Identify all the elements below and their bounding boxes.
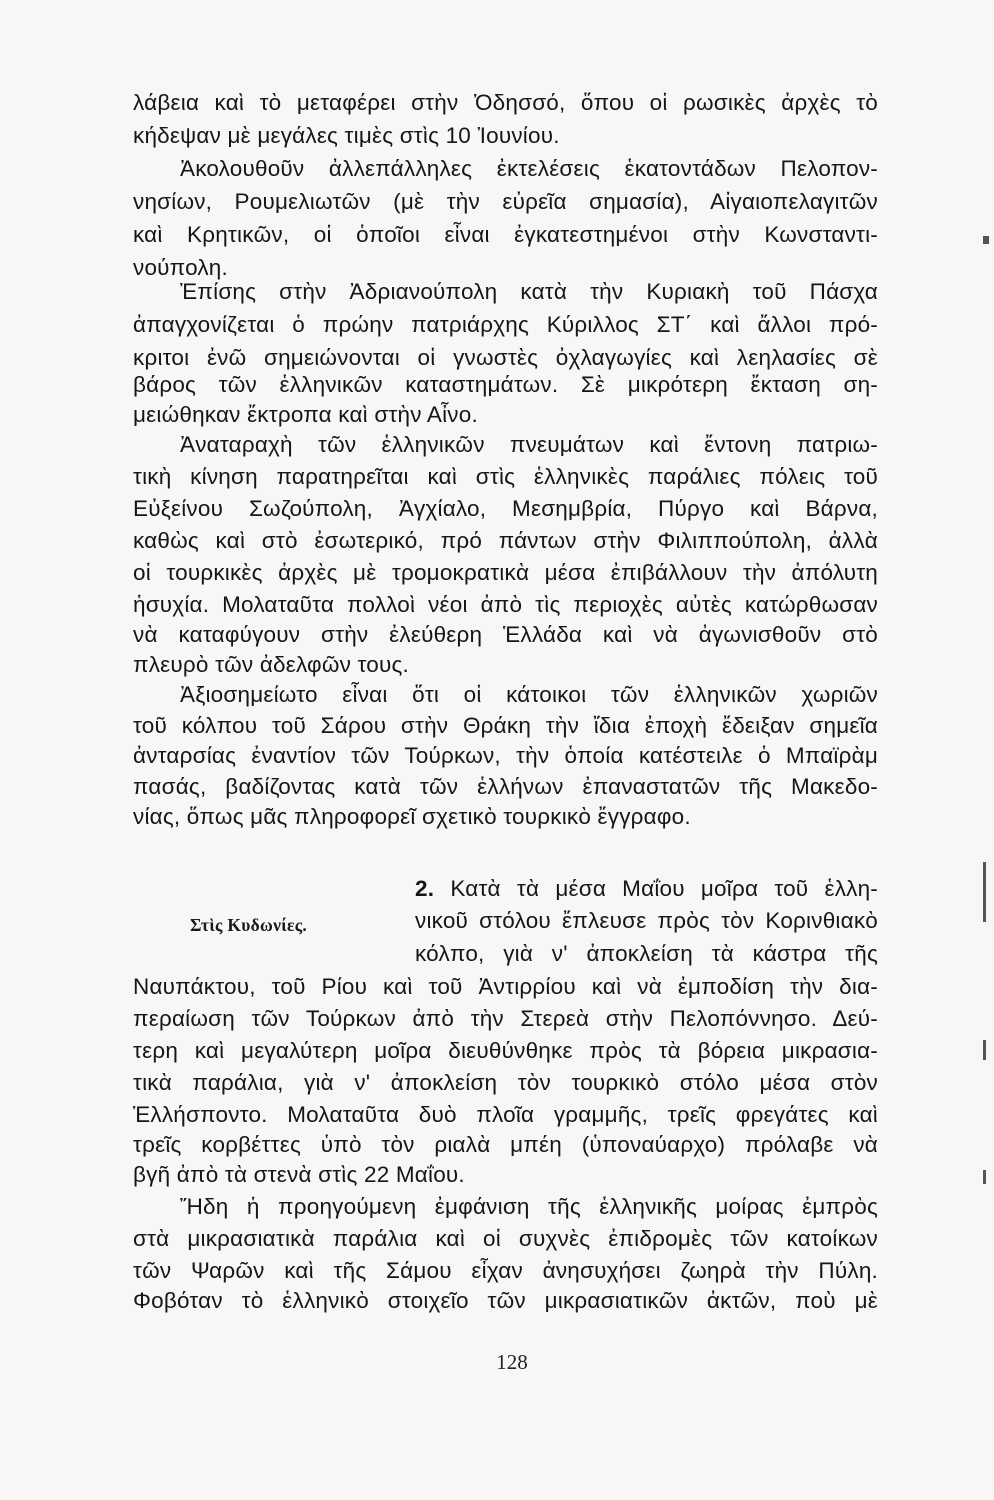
text-line: πλευρὸ τῶν ἀδελφῶν τους.	[133, 652, 409, 677]
text-line: κόλπο, γιὰ ν' ἀποκλείση τὰ κάστρα τῆς	[415, 941, 878, 966]
text-line: τρεῖς κορβέττες ὑπὸ τὸν ριαλὰ μπέη (ὑποναύαρχο) πρόλαβε νὰ	[133, 1132, 878, 1157]
text-line: νίας, ὅπως μᾶς πληροφορεῖ σχετικὸ τουρκικὸ ἔγγραφο.	[133, 804, 691, 829]
text-line: τικὰ παράλια, γιὰ ν' ἀποκλείση τὸν τουρκικὸ στόλο μέσα στὸν	[133, 1070, 878, 1095]
text-line: κριτοι ἐνῶ σημειώνονται οἱ γνωστὲς ὀχλαγωγίες καὶ λεηλασίες σὲ	[133, 345, 878, 370]
text-line: τῶν Ψαρῶν καὶ τῆς Σάμου εἶχαν ἀνησυχήσει ζωηρὰ τὴν Πύλη.	[133, 1258, 878, 1283]
text-line: Ἀναταραχὴ τῶν ἑλληνικῶν πνευμάτων καὶ ἔντονη πατριω-	[180, 432, 878, 457]
text-line: στὰ μικρασιατικὰ παράλια καὶ οἱ συχνὲς ἐπιδρομὲς τῶν κατοίκων	[133, 1226, 878, 1251]
text-line: καὶ Κρητικῶν, οἱ ὁποῖοι εἶναι ἐγκατεστημένοι στὴν Κωνσταντι-	[133, 222, 878, 247]
text-line: βγῆ ἀπὸ τὰ στενὰ στὶς 22 Μαΐου.	[133, 1162, 465, 1187]
text-line: μειώθηκαν ἔκτροπα καὶ στὴν Αἶνο.	[133, 402, 478, 427]
scan-edge-mark	[983, 1040, 986, 1060]
text-line: τοῦ κόλπου τοῦ Σάρου στὴν Θράκη τὴν ἴδια ἐποχὴ ἔδειξαν σημεῖα	[133, 713, 878, 738]
text-line: νὰ καταφύγουν στὴν ἐλεύθερη Ἑλλάδα καὶ νὰ ἀγωνισθοῦν στὸ	[133, 622, 878, 647]
page-number: 128	[496, 1350, 528, 1374]
text-line: καθὼς καὶ στὸ ἐσωτερικό, πρό πάντων στὴν Φιλιππούπολη, ἀλλὰ	[133, 528, 878, 553]
text-line: Φοβόταν τὸ ἑλληνικὸ στοιχεῖο τῶν μικρασιατικῶν ἀκτῶν, ποὺ μὲ	[133, 1288, 878, 1313]
text-line: Ἀξιοσημείωτο εἶναι ὅτι οἱ κάτοικοι τῶν ἑλληνικῶν χωριῶν	[180, 682, 878, 707]
text-line: βάρος τῶν ἑλληνικῶν καταστημάτων. Σὲ μικρότερη ἔκταση ση-	[133, 372, 878, 397]
scan-edge-mark	[983, 236, 989, 244]
margin-heading: Στὶς Κυδωνίες.	[190, 915, 308, 935]
text-line: ἀνταρσίας ἐναντίον τῶν Τούρκων, τὴν ὁποία κατέστειλε ὁ Μπαϊρὰμ	[133, 743, 878, 768]
text-line: τερη καὶ μεγαλύτερη μοῖρα διευθύνθηκε πρὸς τὰ βόρεια μικρασια-	[133, 1038, 878, 1063]
text-line: κήδεψαν μὲ μεγάλες τιμὲς στὶς 10 Ἰουνίου.	[133, 123, 560, 148]
text-line: περαίωση τῶν Τούρκων ἀπὸ τὴν Στερεὰ στὴν Πελοπόννησο. Δεύ-	[133, 1006, 878, 1031]
text-line: οἱ τουρκικὲς ἀρχὲς μὲ τρομοκρατικὰ μέσα ἐπιβάλλουν τὴν ἀπόλυτη	[133, 560, 878, 585]
section-number: 2.	[415, 876, 435, 901]
text-line: ἡσυχία. Μολαταῦτα πολλοὶ νέοι ἀπὸ τὶς περιοχὲς αὐτὲς κατώρθωσαν	[133, 592, 878, 617]
text-line: Ναυπάκτου, τοῦ Ρίου καὶ τοῦ Ἀντιρρίου καὶ νὰ ἐμποδίση τὴν δια-	[133, 974, 878, 999]
text-line: λάβεια καὶ τὸ μεταφέρει στὴν Ὀδησσό, ὅπου οἱ ρωσικὲς ἀρχὲς τὸ	[133, 90, 878, 115]
text-line: νησίων, Ρουμελιωτῶν (μὲ τὴν εὐρεῖα σημασία), Αἰγαιοπελαγιτῶν	[133, 189, 878, 214]
text-line: Ἐπίσης στὴν Ἀδριανούπολη κατὰ τὴν Κυριακὴ τοῦ Πάσχα	[180, 279, 878, 304]
scan-edge-mark	[983, 862, 986, 922]
text-line: τικὴ κίνηση παρατηρεῖται καὶ στὶς ἑλληνικὲς παράλιες πόλεις τοῦ	[133, 464, 878, 489]
text-line: πασάς, βαδίζοντας κατὰ τῶν ἑλλήνων ἐπαναστατῶν τῆς Μακεδο-	[133, 774, 878, 799]
section-first-line-text: Κατὰ τὰ μέσα Μαΐου μοῖρα τοῦ ἑλλη-	[450, 876, 878, 901]
text-line: Εὐξείνου Σωζούπολη, Ἀγχίαλο, Μεσημβρία, Πύργο καὶ Βάρνα,	[133, 496, 878, 521]
text-line: νικοῦ στόλου ἔπλευσε πρὸς τὸν Κορινθιακὸ	[415, 908, 878, 933]
scan-edge-mark	[983, 1170, 986, 1184]
text-line: νούπολη.	[133, 255, 228, 280]
text-line: Ἤδη ἡ προηγούμενη ἐμφάνιση τῆς ἑλληνικῆς μοίρας ἐμπρὸς	[180, 1194, 878, 1219]
text-line: ἀπαγχονίζεται ὁ πρώην πατριάρχης Κύριλλος ΣΤ΄ καὶ ἄλλοι πρό-	[133, 312, 878, 337]
text-line: Ἑλλήσποντο. Μολαταῦτα δυὸ πλοῖα γραμμῆς, τρεῖς φρεγάτες καὶ	[133, 1102, 878, 1127]
text-line: Ἀκολουθοῦν ἀλλεπάλληλες ἐκτελέσεις ἑκατοντάδων Πελοπον-	[180, 156, 878, 181]
section-first-line	[415, 872, 878, 905]
